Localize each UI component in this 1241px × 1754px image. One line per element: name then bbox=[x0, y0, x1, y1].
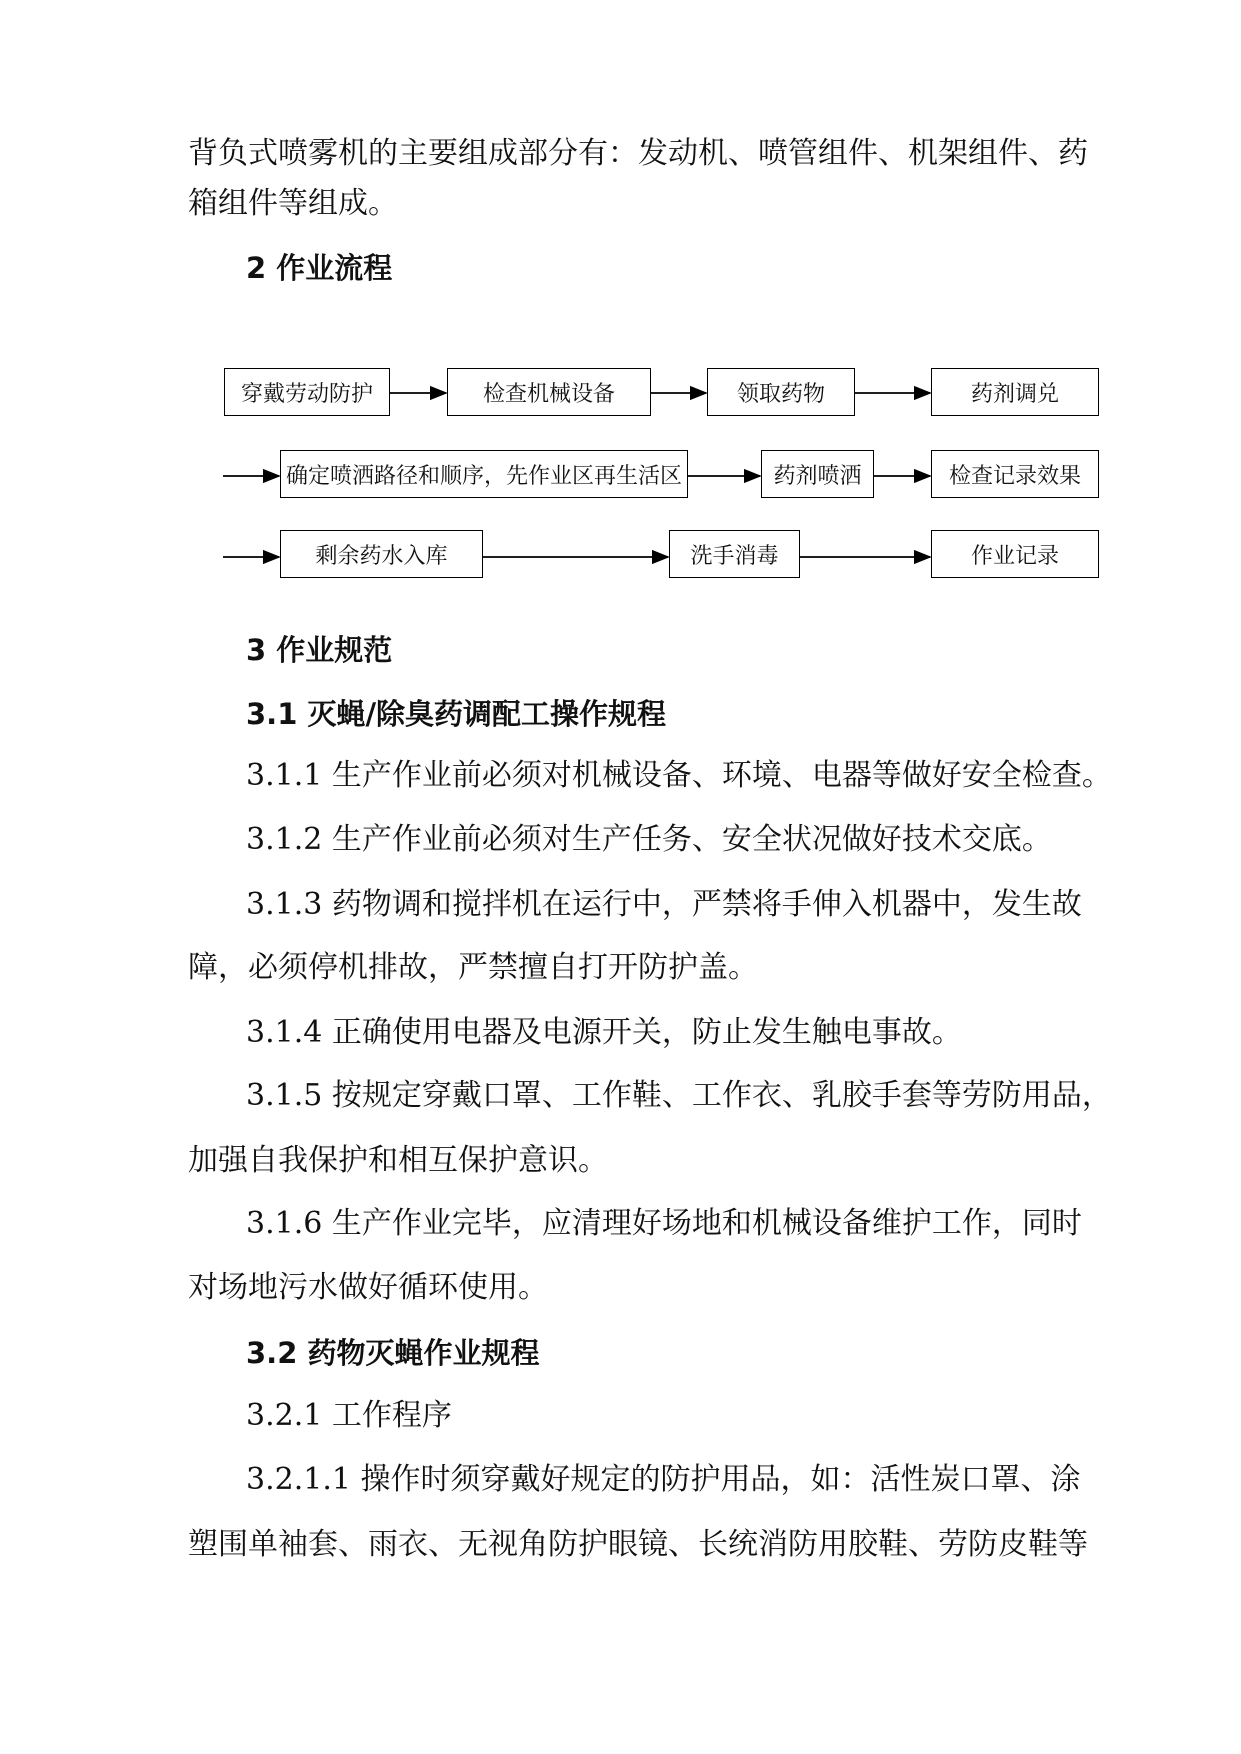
flow-step-check-results: 检查记录效果 bbox=[931, 450, 1099, 498]
flow-step-store-remaining: 剩余药水入库 bbox=[280, 530, 483, 578]
clause-3-1-6-line-2: 对场地污水做好循环使用。 bbox=[188, 1270, 548, 1305]
section-3-heading: 3 作业规范 bbox=[246, 633, 393, 667]
flow-step-spray: 药剂喷洒 bbox=[761, 450, 874, 498]
section-3-2-heading: 3.2 药物灭蝇作业规程 bbox=[246, 1336, 540, 1370]
clause-3-2-1-1-line-1: 3.2.1.1 操作时须穿戴好规定的防护用品，如：活性炭口罩、涂 bbox=[246, 1462, 1081, 1497]
clause-3-1-3-line-1: 3.1.3 药物调和搅拌机在运行中，严禁将手伸入机器中，发生故 bbox=[246, 887, 1082, 922]
intro-line-1: 背负式喷雾机的主要组成部分有：发动机、喷管组件、机架组件、药 bbox=[188, 136, 1088, 171]
flow-arrows bbox=[0, 0, 1241, 600]
flow-step-check-equipment: 检查机械设备 bbox=[447, 368, 651, 416]
clause-3-1-6-line-1: 3.1.6 生产作业完毕，应清理好场地和机械设备维护工作，同时 bbox=[246, 1206, 1082, 1241]
section-2-heading: 2 作业流程 bbox=[246, 251, 393, 285]
clause-3-1-4: 3.1.4 正确使用电器及电源开关，防止发生触电事故。 bbox=[246, 1015, 962, 1050]
clause-3-2-1: 3.2.1 工作程序 bbox=[246, 1398, 452, 1433]
clause-3-1-5-line-2: 加强自我保护和相互保护意识。 bbox=[188, 1143, 608, 1178]
flow-step-wash-hands: 洗手消毒 bbox=[669, 530, 800, 578]
section-3-1-heading: 3.1 灭蝇/除臭药调配工操作规程 bbox=[246, 697, 667, 731]
clause-3-1-5-line-1: 3.1.5 按规定穿戴口罩、工作鞋、工作衣、乳胶手套等劳防用品， bbox=[246, 1078, 1112, 1113]
flow-step-plan-route: 确定喷洒路径和顺序，先作业区再生活区 bbox=[280, 450, 688, 498]
flow-step-wear-protection: 穿戴劳动防护 bbox=[224, 368, 390, 416]
clause-3-1-3-line-2: 障，必须停机排故，严禁擅自打开防护盖。 bbox=[188, 950, 758, 985]
clause-3-1-1: 3.1.1 生产作业前必须对机械设备、环境、电器等做好安全检查。 bbox=[246, 758, 1112, 793]
flow-step-mix-chemicals: 药剂调兑 bbox=[931, 368, 1099, 416]
flow-step-record: 作业记录 bbox=[931, 530, 1099, 578]
intro-line-2: 箱组件等组成。 bbox=[188, 186, 398, 221]
clause-3-2-1-1-line-2: 塑围单袖套、雨衣、无视角防护眼镜、长统消防用胶鞋、劳防皮鞋等 bbox=[188, 1527, 1088, 1562]
flow-step-collect-chemicals: 领取药物 bbox=[707, 368, 855, 416]
clause-3-1-2: 3.1.2 生产作业前必须对生产任务、安全状况做好技术交底。 bbox=[246, 822, 1052, 857]
